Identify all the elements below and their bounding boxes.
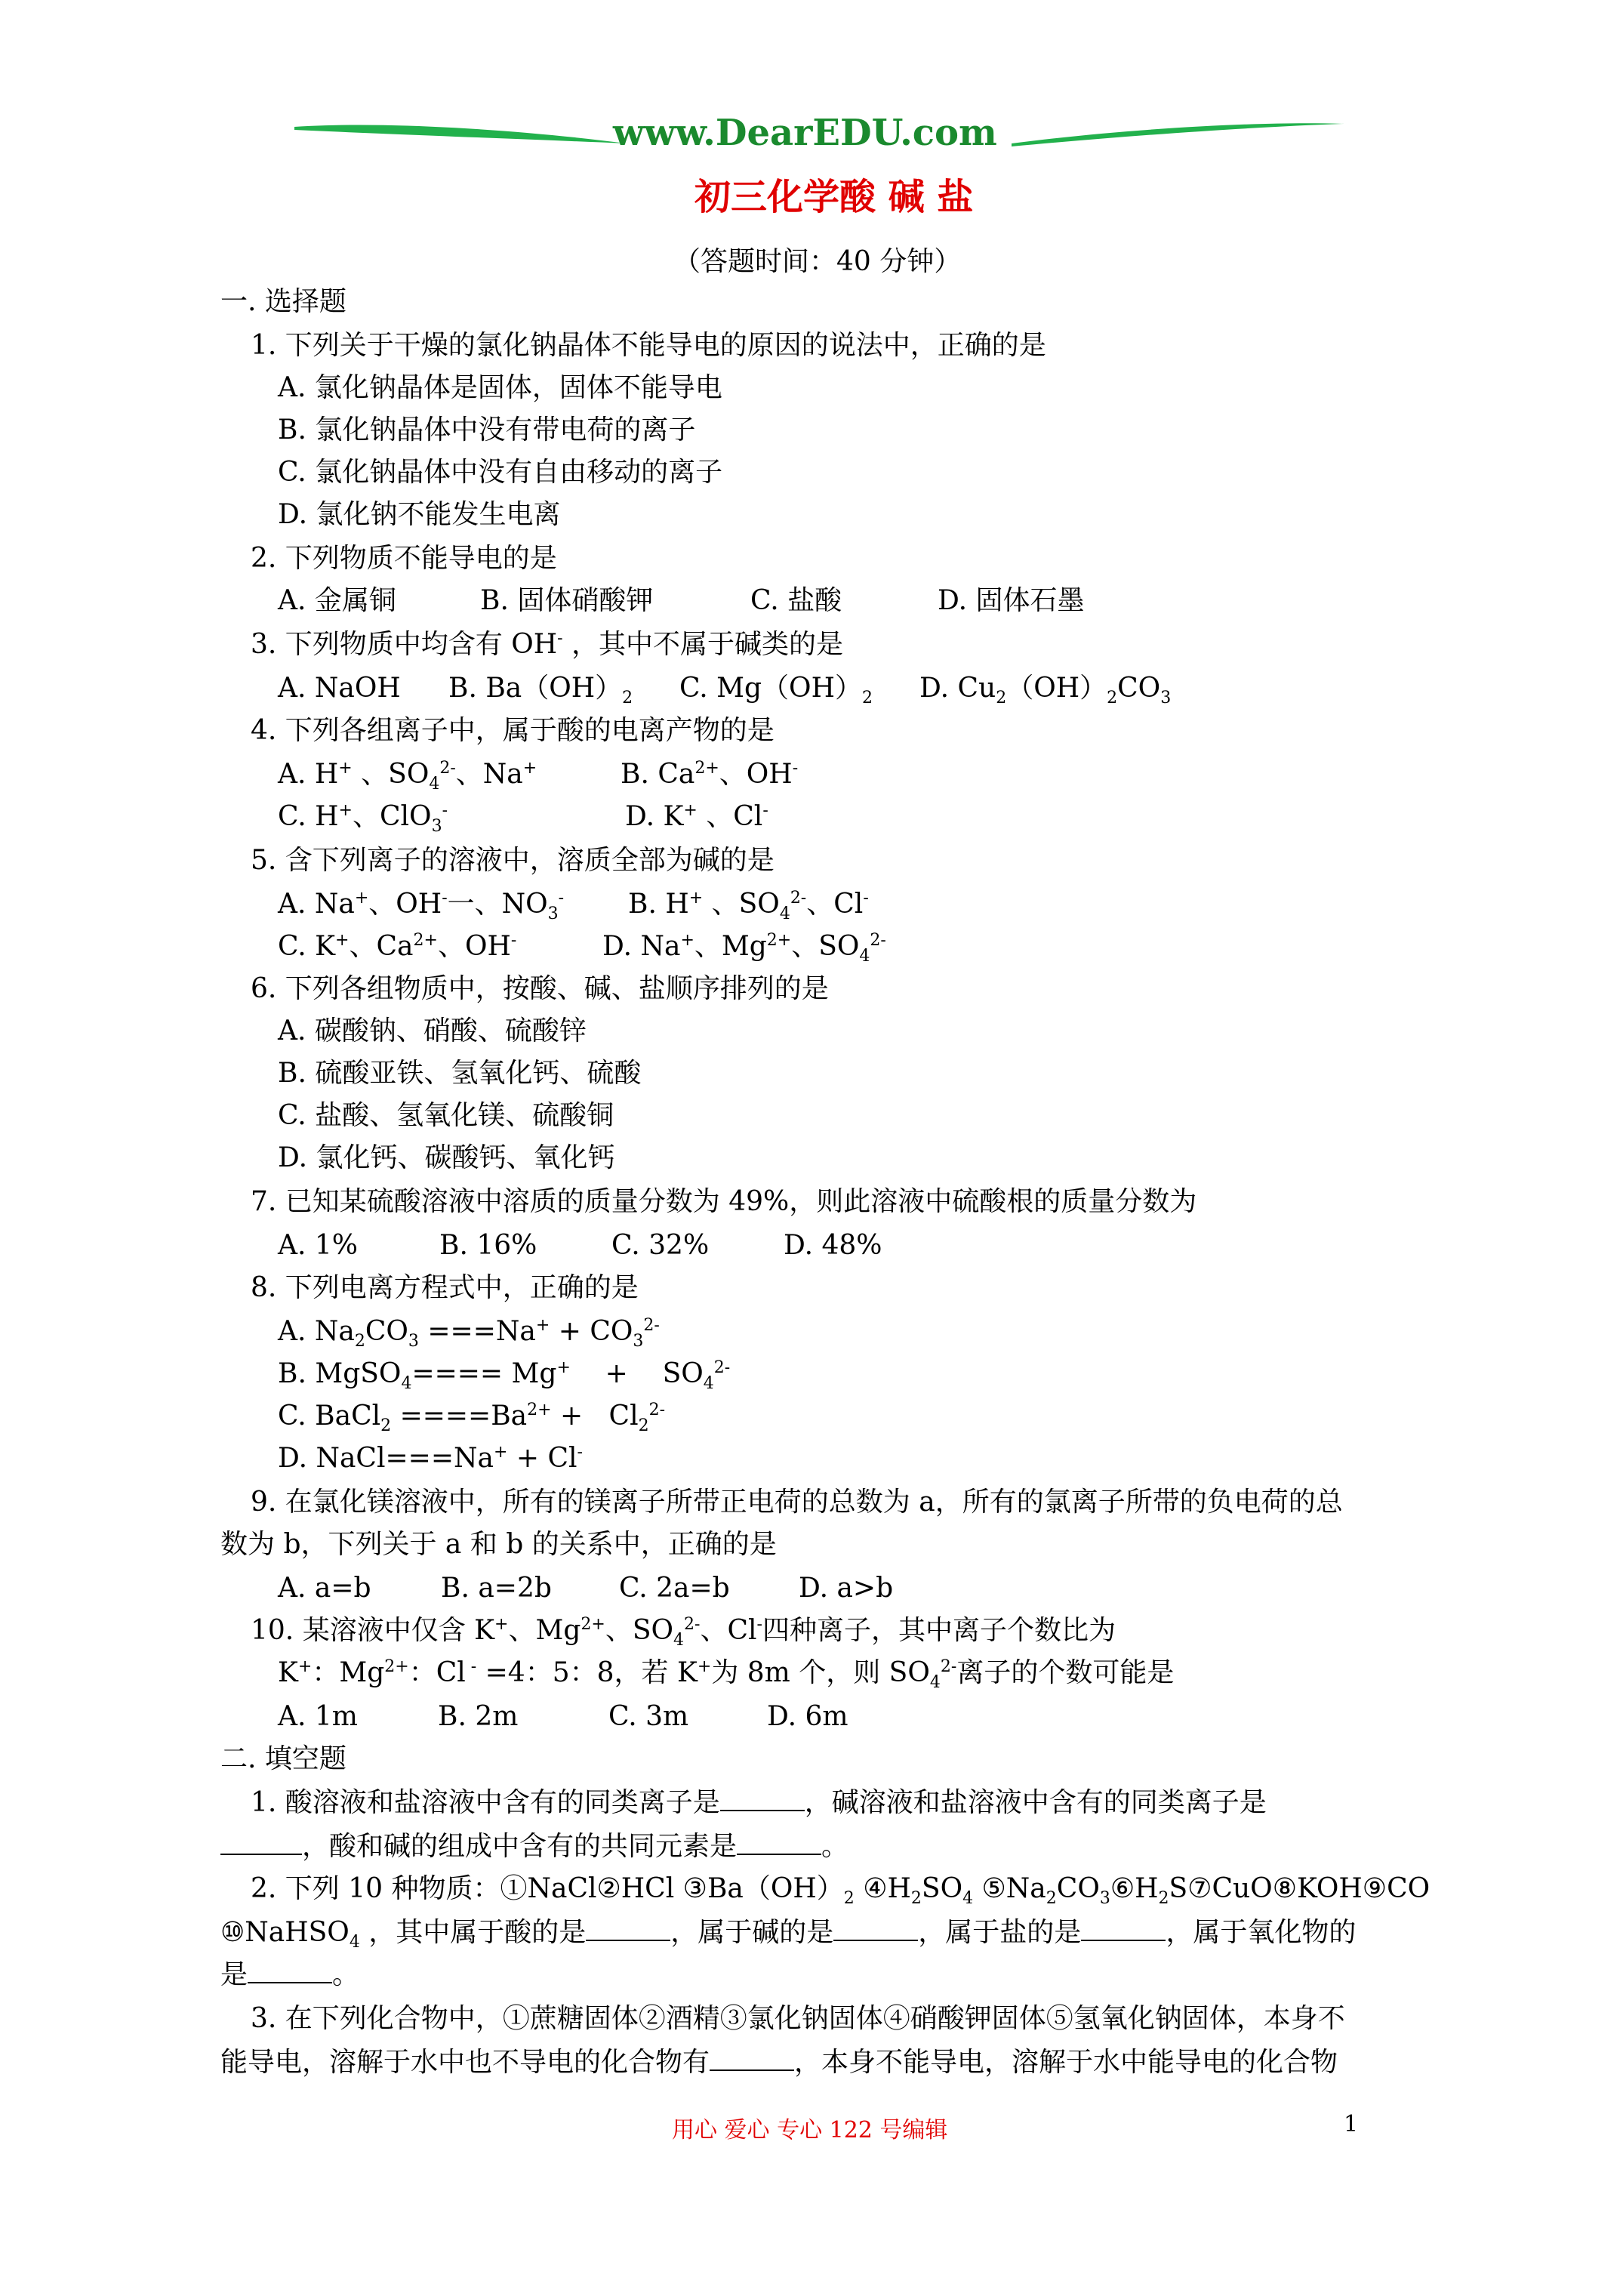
q5-option-c: C. K+、$Ca^{2+}$、OH- [278,931,517,962]
footer-slogan: 用心 爱心 专心 122 号编辑 [672,2117,948,2143]
q4-option-a: A. H+ 、$SO_4^{2-}$、Na+ [278,759,537,794]
fill3-line1: 3. 在下列化合物中，①蔗糖固体②酒精③氯化钠固体④硝酸钾固体⑤氢氧化钠固体，本身不 [251,2003,1345,2034]
fill3-line2: 能导电，溶解于水中也不导电的化合物有 ，本身不能导电，溶解于水中能导电的化合物 [220,2042,1338,2084]
header-swoosh-left [294,113,627,151]
q4-option-c: C. H+、ClO$_3$- [278,801,448,837]
blank[interactable] [720,1784,805,1811]
q5-option-b: B. H+ 、$SO_4^{2-}$、Cl- [628,889,869,924]
q9-option-d: D. a>b [799,1573,894,1604]
q3-stem: 3. 下列物质中均含有 OH- ，其中不属于碱类的是 [251,629,844,660]
q1-option-a: A. 氯化钠晶体是固体，固体不能导电 [278,372,722,403]
q8-option-c: C. BaCl$_2$ $====Ba^{2+} + Cl_2^{2-}$ [278,1401,666,1436]
blank[interactable] [248,1956,332,1983]
q9-option-b: B. a=2b [441,1573,552,1604]
q2-option-b: B. 固体硝酸钾 [480,585,654,616]
q1-option-c: C. 氯化钠晶体中没有自由移动的离子 [278,457,723,488]
q9-stem-line1: 9. 在氯化镁溶液中，所有的镁离子所带正电荷的总数为 a，所有的氯离子所带的负电荷的总 [251,1487,1343,1518]
q4-option-d: D. K+ 、Cl- [625,801,768,832]
q3-option-d: D. $Cu_2(OH)_2CO_3$ [919,673,1172,708]
q1-stem: 1. 下列关于干燥的氯化钠晶体不能导电的原因的说法中，正确的是 [251,330,1046,361]
q8-stem: 8. 下列电离方程式中，正确的是 [251,1272,639,1303]
q5-option-a: A. Na+、OH-一、$NO_3^-$ [278,889,565,924]
q10-option-d: D. 6m [767,1701,848,1732]
header-swoosh-right [1012,113,1344,151]
q5-stem: 5. 含下列离子的溶液中，溶质全部为碱的是 [251,845,775,876]
q3-option-a: A. NaOH [278,673,401,704]
page-number: 1 [1344,2111,1359,2137]
q5-option-d: D. Na+、$Mg^{2+}$、$SO_4^{2-}$ [602,931,886,966]
blank[interactable] [833,1914,918,1941]
q9-option-c: C. 2a=b [619,1573,730,1604]
q6-option-d: D. 氯化钙、碳酸钙、氧化钙 [278,1142,615,1173]
q7-option-c: C. 32% [611,1230,710,1261]
page-title: 初三化学酸 碱 盐 [694,176,974,218]
q4-stem: 4. 下列各组离子中，属于酸的电离产物的是 [251,715,775,746]
time-note: （答题时间：40 分钟） [673,246,962,277]
q10-stem-line1: 10. 某溶液中仅含 K+、$Mg^{2+}$、$SO_4^{2-}$、Cl-四种离子，其中离子个数比为 [251,1615,1116,1650]
q4-option-b: B. $Ca^{2+}$、OH- [621,759,799,790]
q2-option-d: D. 固体石墨 [938,585,1085,616]
blank[interactable] [586,1914,670,1941]
section-heading-fill: 二. 填空题 [220,1743,346,1774]
q8-option-a: A. $Na_2CO_3 ===Na^+ + CO_3^{2-}$ [278,1316,660,1351]
blank[interactable] [1081,1914,1166,1941]
q2-option-c: C. 盐酸 [750,585,842,616]
q9-stem-line2: 数为 b，下列关于 a 和 b 的关系中，正确的是 [220,1529,777,1560]
q6-option-b: B. 硫酸亚铁、氢氧化钙、硫酸 [278,1058,642,1089]
q10-option-c: C. 3m [608,1701,689,1732]
q7-option-b: B. 16% [439,1230,537,1261]
fill1-line1: 1. 酸溶液和盐溶液中含有的同类离子是 ，碱溶液和盐溶液中含有的同类离子是 [251,1782,1267,1824]
q7-option-d: D. 48% [784,1230,882,1261]
q2-stem: 2. 下列物质不能导电的是 [251,543,557,574]
q6-stem: 6. 下列各组物质中，按酸、碱、盐顺序排列的是 [251,973,829,1004]
q10-option-b: B. 2m [438,1701,519,1732]
q9-option-a: A. a=b [278,1573,371,1604]
q7-stem: 7. 已知某硫酸溶液中溶质的质量分数为 49%，则此溶液中硫酸根的质量分数为 [251,1186,1197,1217]
blank[interactable] [710,2044,794,2071]
q1-option-d: D. 氯化钠不能发生电离 [278,499,561,530]
q6-option-a: A. 碳酸钠、硝酸、硫酸锌 [278,1015,587,1046]
q3-option-b: B. $Ba(OH)_2$ [448,673,633,708]
q2-option-a: A. 金属铜 [278,585,396,616]
q10-option-a: A. 1m [278,1701,358,1732]
blank[interactable] [220,1828,302,1855]
q10-stem-line2: K+：$Mg^{2+}$：Cl - =4：5：8，若 K+为 8m 个，则 $SO_4^{2-}$离子的个数可能是 [278,1657,1175,1693]
site-logo[interactable]: www.DearEDU.com [613,112,997,154]
q3-option-c: C. $Mg(OH)_2$ [679,673,873,708]
fill2-line3: 是 。 [220,1954,359,1996]
q8-option-d: D. NaCl===Na+ + Cl- [278,1443,583,1474]
fill2-line1: 2. 下列 10 种物质：①NaCl②HCl $③Ba(OH)_2$ $④H_2SO_4$ $⑤Na_2CO_3⑥H_2S⑦CuO⑧KOH⑨CO$ [251,1873,1431,1909]
q7-option-a: A. 1% [278,1230,358,1261]
q6-option-c: C. 盐酸、氢氧化镁、硫酸铜 [278,1100,614,1131]
blank[interactable] [737,1828,821,1855]
section-heading-choice: 一. 选择题 [220,286,346,317]
q1-option-b: B. 氯化钠晶体中没有带电荷的离子 [278,415,696,445]
fill1-line2: ，酸和碱的组成中含有的共同元素是 。 [220,1826,848,1868]
q8-option-b: B. MgSO$_4$==== Mg+ + $SO_4^{2-}$ [278,1358,731,1394]
fill2-line2: ⑩NaHSO$_4$ ，其中属于酸的是 ，属于碱的是 ，属于盐的是 ，属于氧化物的 [220,1912,1356,1954]
